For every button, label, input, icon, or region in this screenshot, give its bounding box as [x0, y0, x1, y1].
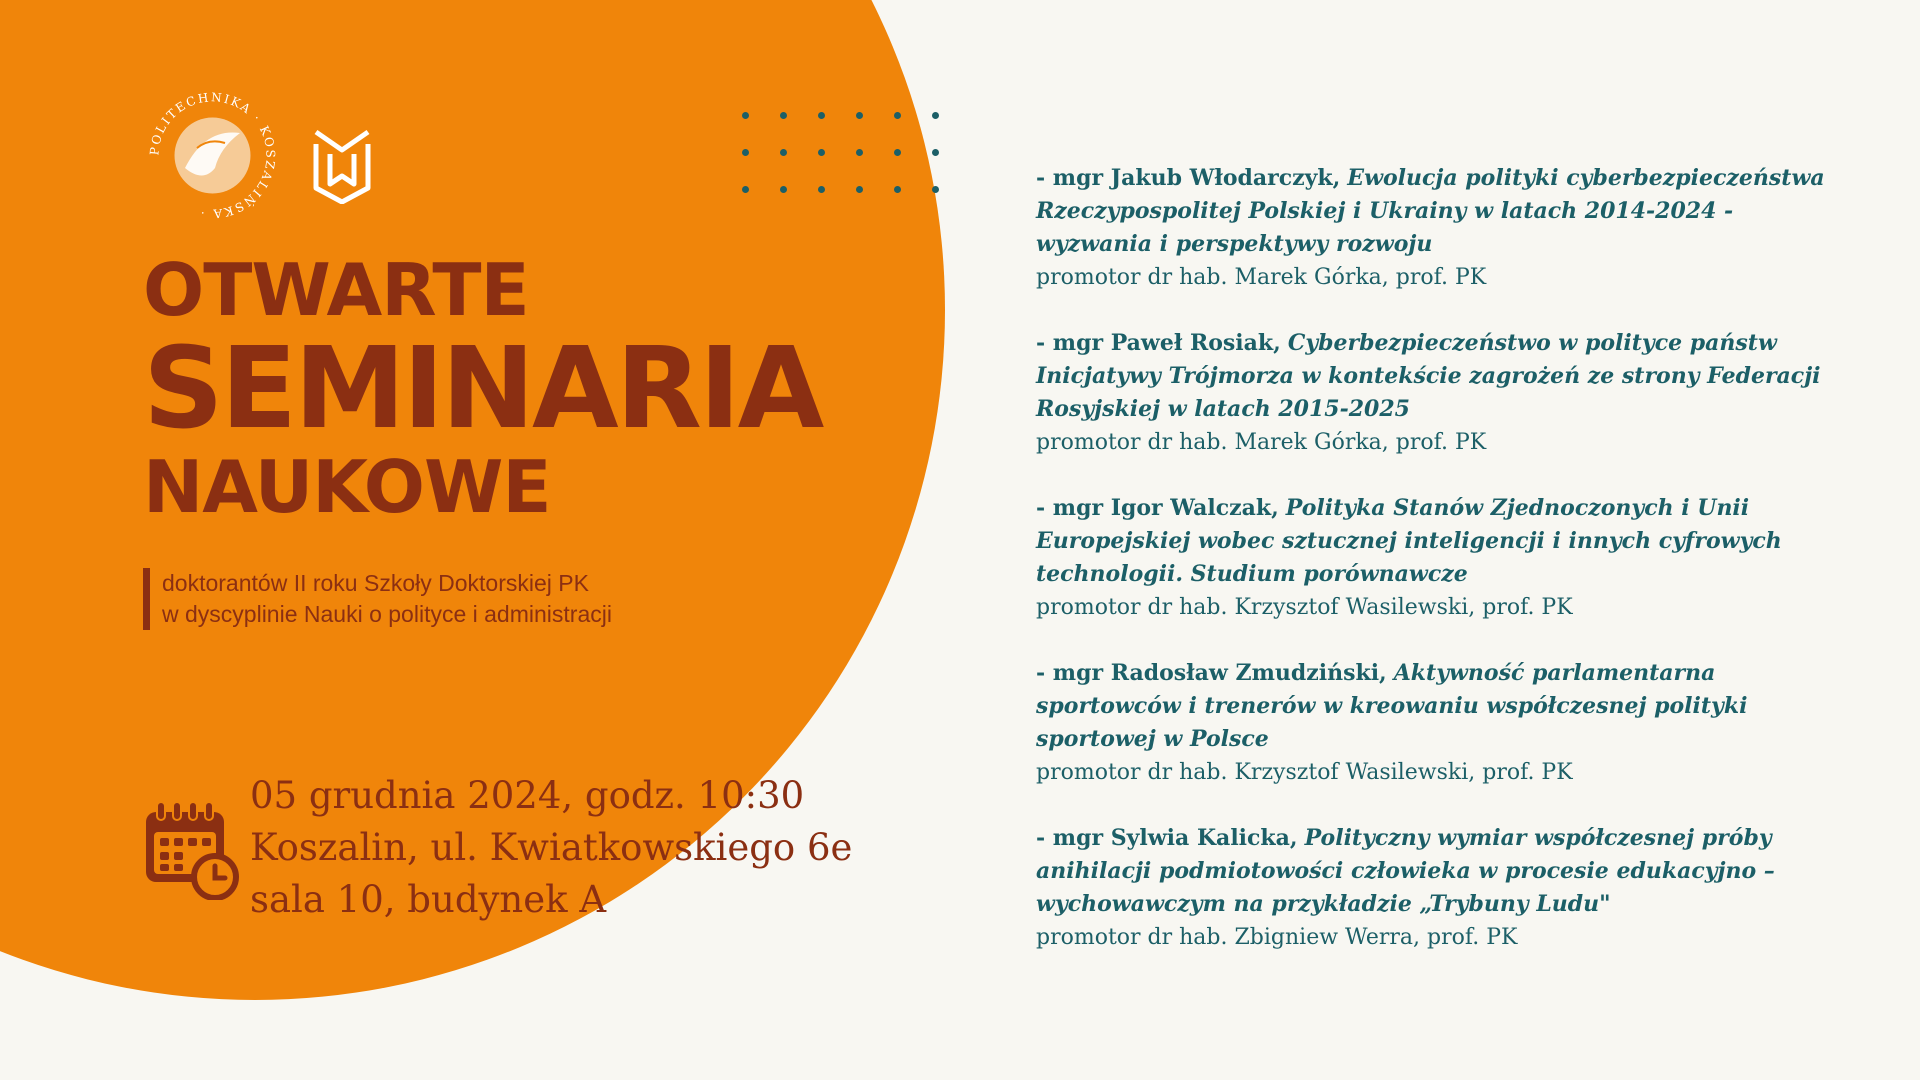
list-item	[1036, 822, 1826, 954]
decorative-dot-grid	[742, 112, 942, 202]
subtitle-line-2: w dyscyplinie Nauki o polityce i administracji	[162, 601, 612, 627]
promoter: promotor dr hab. Marek Górka, prof. PK	[1036, 430, 1487, 455]
event-address: Koszalin, ul. Kwiatkowskiego 6e	[250, 826, 853, 869]
doctoral-school-logo	[312, 118, 372, 204]
list-item	[1036, 327, 1826, 459]
speaker-name: - mgr Radosław Zmudziński,	[1036, 660, 1387, 686]
university-logo	[145, 88, 280, 223]
logo-ring-text: POLITECHNIKA · KOSZALIŃSKA ·	[147, 90, 278, 221]
subtitle-line-1: doktorantów II roku Szkoły Doktorskiej PK	[162, 570, 589, 596]
list-item	[1036, 657, 1826, 789]
thesis-title: Polityka Stanów Zjednoczonych i Unii Europejskiej wobec sztucznej inteligencji i innych cyfrowych technologii. Studium porównawcze	[1036, 495, 1782, 587]
promoter: promotor dr hab. Krzysztof Wasilewski, prof. PK	[1036, 760, 1573, 785]
event-date: 05 grudnia 2024, godz. 10:30	[250, 774, 805, 817]
thesis-title: Cyberbezpieczeństwo w polityce państw Inicjatywy Trójmorza w kontekście zagrożeń ze strony Federacji Rosyjskiej w latach 2015-2025	[1036, 330, 1821, 422]
speaker-name: - mgr Sylwia Kalicka,	[1036, 825, 1298, 851]
thesis-title: Aktywność parlamentarna sportowców i trenerów w kreowaniu współczesnej polityki sportowej w Polsce	[1036, 660, 1748, 752]
title-line-3: NAUKOWE	[143, 445, 551, 529]
event-room: sala 10, budynek A	[250, 878, 607, 921]
speaker-name: - mgr Jakub Włodarczyk,	[1036, 165, 1341, 191]
subtitle	[143, 568, 612, 630]
promoter: promotor dr hab. Krzysztof Wasilewski, prof. PK	[1036, 595, 1573, 620]
list-item	[1036, 162, 1826, 294]
promoter: promotor dr hab. Zbigniew Werra, prof. PK	[1036, 925, 1518, 950]
title-line-1: OTWARTE	[143, 248, 529, 332]
calendar-clock-icon	[143, 800, 239, 900]
title-line-2: SEMINARIA	[143, 324, 822, 454]
presentations-list	[1036, 162, 1826, 987]
event-details	[250, 770, 852, 926]
thesis-title: Ewolucja polityki cyberbezpieczeństwa Rzeczypospolitej Polskiej i Ukrainy w latach 2014-2024 - wyzwania i perspektywy rozwoju	[1036, 165, 1825, 257]
speaker-name: - mgr Igor Walczak,	[1036, 495, 1279, 521]
list-item	[1036, 492, 1826, 624]
thesis-title: Polityczny wymiar współczesnej próby anihilacji podmiotowości człowieka w procesie edukacyjno – wychowawczym na przykładzie „Trybuny Ludu"	[1036, 825, 1775, 917]
speaker-name: - mgr Paweł Rosiak,	[1036, 330, 1281, 356]
promoter: promotor dr hab. Marek Górka, prof. PK	[1036, 265, 1487, 290]
page-title	[143, 248, 822, 529]
